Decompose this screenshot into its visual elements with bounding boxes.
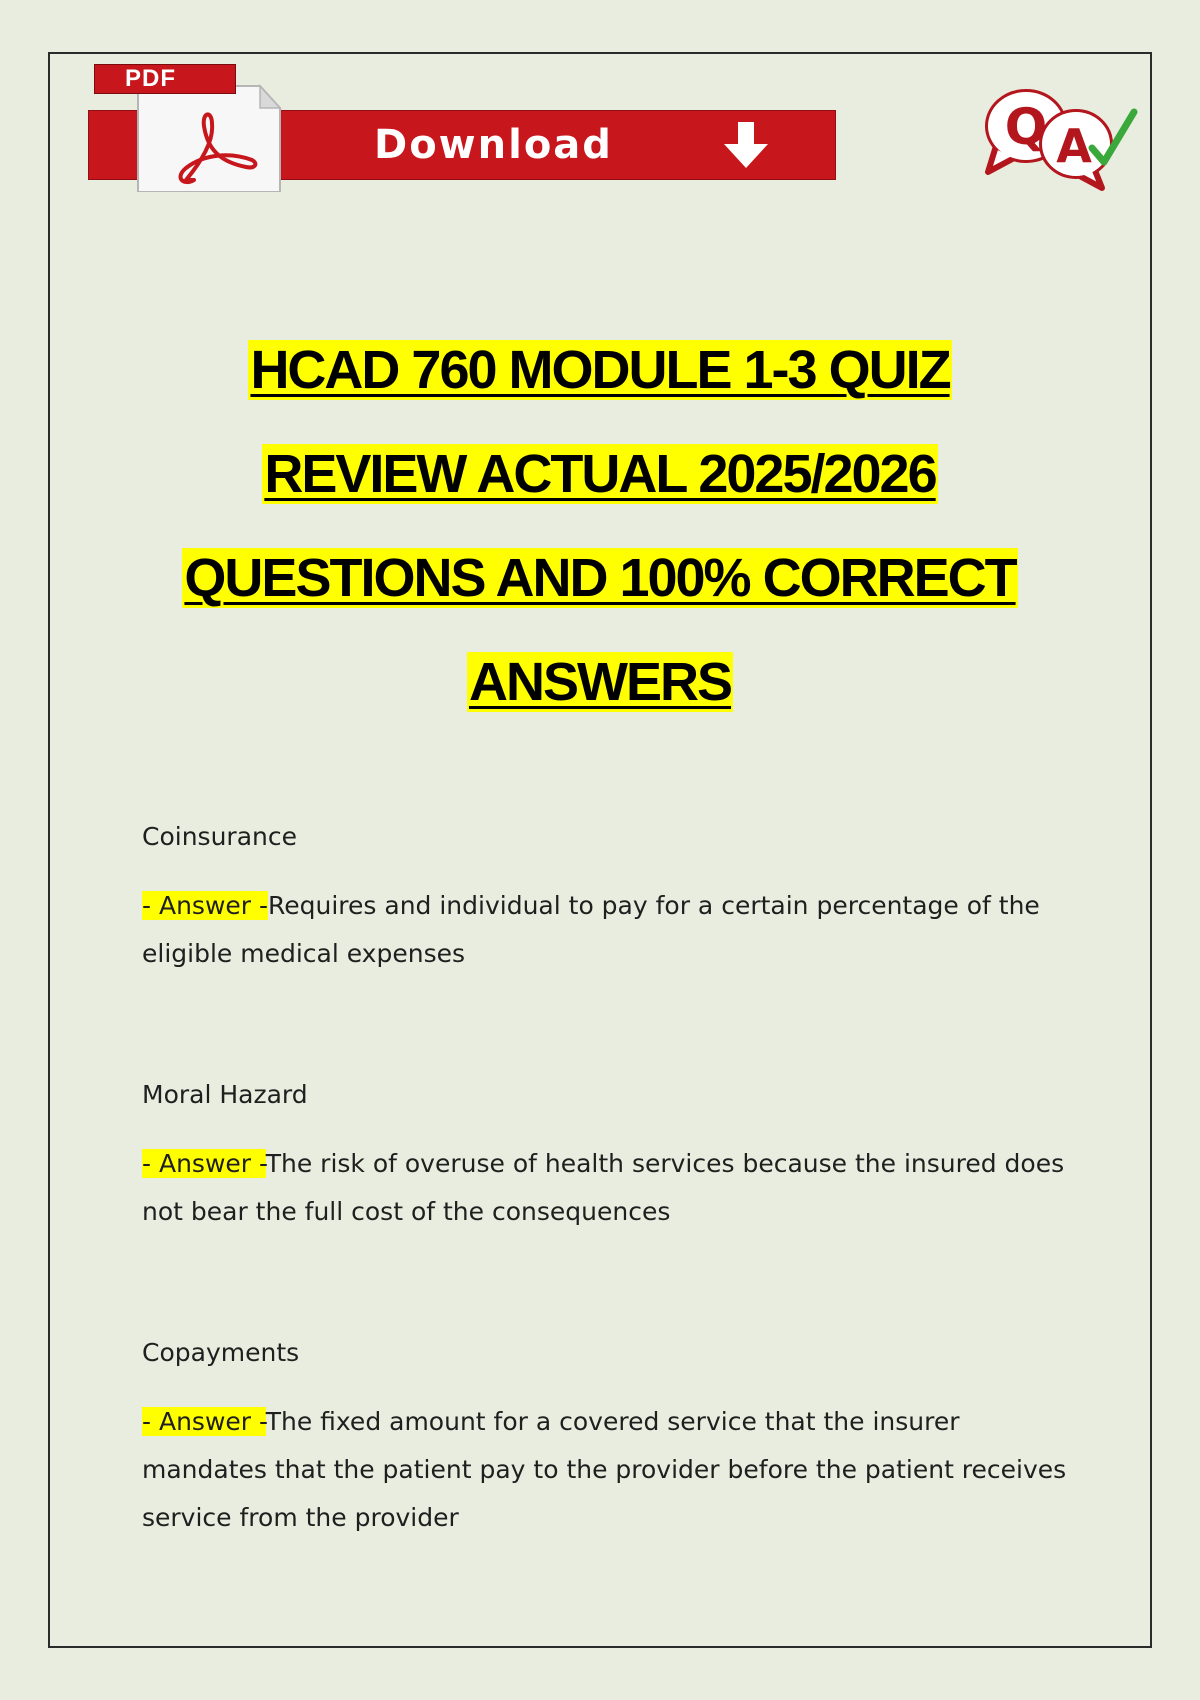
qa-logo [978, 82, 1140, 192]
entry-term: Copayments [142, 1338, 300, 1367]
title-line: HCAD 760 MODULE 1-3 QUIZ [250, 340, 950, 400]
download-arrow-icon[interactable] [716, 120, 776, 172]
download-label[interactable]: Download [374, 122, 613, 168]
title-line: ANSWERS [468, 652, 731, 712]
answer-text: The fixed amount for a covered service that the insurer mandates that the patient pay to the provider before the patient receives service from the provider [142, 1407, 1067, 1532]
title-line: REVIEW ACTUAL 2025/2026 [264, 444, 936, 504]
qa-entries [142, 812, 1082, 1586]
entry-answer [142, 882, 1082, 978]
document-title [120, 318, 1080, 734]
answer-text: Requires and individual to pay for a certain percentage of the eligible medical expenses [142, 891, 1040, 968]
answer-text: The risk of overuse of health services because the insured does not bear the full cost of the consequences [142, 1149, 1065, 1226]
logo-q-letter: Q [1004, 98, 1048, 156]
entry-answer [142, 1140, 1082, 1236]
entry-term: Moral Hazard [142, 1080, 308, 1109]
qa-entry [142, 1070, 1082, 1328]
qa-logo-icon [978, 82, 1140, 192]
qa-entry [142, 812, 1082, 1070]
answer-marker: - Answer - [142, 891, 269, 920]
entry-term: Coinsurance [142, 822, 297, 851]
logo-a-letter: A [1056, 119, 1092, 173]
pdf-tag: PDF [94, 64, 236, 94]
answer-marker: - Answer - [142, 1149, 266, 1178]
answer-marker: - Answer - [142, 1407, 266, 1436]
pdf-download-banner[interactable] [88, 64, 836, 192]
qa-entry [142, 1328, 1082, 1586]
entry-answer [142, 1398, 1082, 1542]
title-line: QUESTIONS AND 100% CORRECT [184, 548, 1016, 608]
